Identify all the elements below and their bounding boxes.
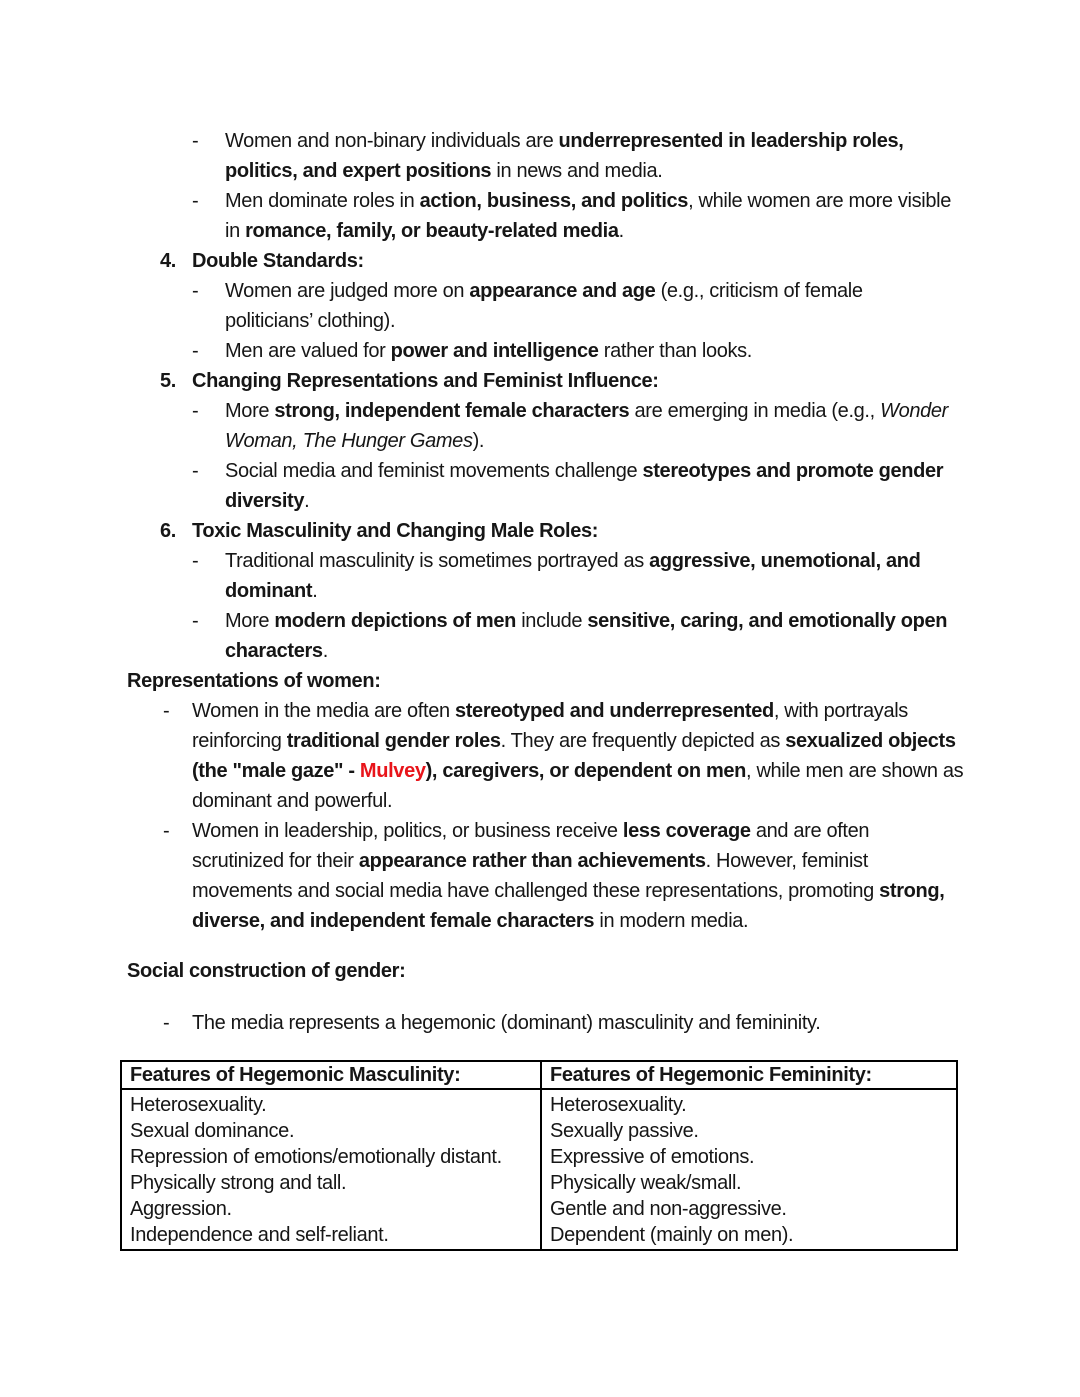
wrapped-text-line [127, 426, 963, 456]
text-run: stereotyped and underrepresented [454, 700, 774, 722]
text-run: , while men are shown as [746, 760, 964, 782]
text-run: Mulvey [359, 760, 426, 782]
bullet-list-item [127, 816, 963, 846]
text-run: Men are valued for [225, 340, 391, 362]
text-run: More [225, 400, 275, 422]
wrapped-text-line [127, 486, 963, 516]
text-run: . [322, 640, 328, 662]
table-cell-line: Gentle and non-aggressive. [550, 1198, 787, 1220]
text-run: strong, [879, 880, 945, 902]
text-run: appearance and age [469, 280, 656, 302]
wrapped-text-line [127, 576, 963, 606]
text-run: Women in leadership, politics, or business receive [192, 820, 623, 842]
text-run: More [225, 610, 275, 632]
text-run: movements and social media have challenged these representations, promoting [192, 880, 880, 902]
text-run: ). [472, 430, 485, 452]
table-cell-line: Heterosexuality. [550, 1094, 687, 1116]
table-head [121, 1061, 957, 1089]
text-run: . They are frequently depicted as [500, 730, 786, 752]
table-body [121, 1089, 957, 1250]
text-run: (e.g., criticism of female [655, 280, 863, 302]
spacer [127, 936, 963, 956]
wrapped-text-line [127, 846, 963, 876]
text-run: reinforcing [192, 730, 287, 752]
bullet-dash: - [192, 400, 199, 422]
list-number: 5. [160, 370, 176, 392]
table-header-row [121, 1061, 957, 1089]
table-cell-line: Repression of emotions/emotionally distant. [130, 1146, 502, 1168]
text-run: . [304, 490, 310, 512]
text-run: less coverage [622, 820, 751, 842]
text-run: and are often [750, 820, 870, 842]
text-run: aggressive, unemotional, and [649, 550, 921, 572]
sub-bullet-list-item [127, 396, 963, 426]
text-run: are emerging in media (e.g., [629, 400, 881, 422]
text-run: action, business, and politics [419, 190, 689, 212]
wrapped-text-line [127, 306, 963, 336]
text-run: . [618, 220, 624, 242]
text-run: Women and non-binary individuals are [225, 130, 559, 152]
bullet-list-item [127, 696, 963, 726]
table-cell [541, 1089, 957, 1250]
text-run: rather than looks. [598, 340, 753, 362]
text-run: underrepresented in leadership roles, [558, 130, 904, 152]
text-run: ), caregivers, or dependent on men [425, 760, 747, 782]
text-run: Woman, The Hunger Games [225, 430, 473, 452]
text-run: Toxic Masculinity and Changing Male Roles: [192, 520, 599, 542]
document-body [127, 126, 963, 1251]
text-run: characters [225, 640, 323, 662]
sub-bullet-list-item [127, 606, 963, 636]
wrapped-text-line [127, 216, 963, 246]
bullet-dash: - [192, 340, 199, 362]
text-run: dominant and powerful. [192, 790, 393, 812]
sub-bullet-list-item [127, 456, 963, 486]
text-run: sexualized objects [785, 730, 956, 752]
table-row [121, 1089, 957, 1250]
text-run: Women are judged more on [225, 280, 470, 302]
table-cell-line: Expressive of emotions. [550, 1146, 755, 1168]
spacer [127, 1038, 963, 1060]
text-run: traditional gender roles [286, 730, 501, 752]
wrapped-text-line [127, 786, 963, 816]
sub-bullet-list-item [127, 336, 963, 366]
bullet-dash: - [163, 1012, 170, 1034]
table-cell-line: Physically weak/small. [550, 1172, 742, 1194]
table-cell-line: Physically strong and tall. [130, 1172, 347, 1194]
text-run: (the "male gaze" - [192, 760, 360, 782]
bullet-dash: - [163, 700, 170, 722]
list-number: 4. [160, 250, 176, 272]
table-header-cell: Features of Hegemonic Masculinity: [121, 1061, 541, 1089]
spacer [127, 986, 963, 1008]
bullet-dash: - [163, 820, 170, 842]
text-run: Women in the media are often [192, 700, 455, 722]
text-run: , while women are more visible [688, 190, 952, 212]
sub-bullet-list-item [127, 546, 963, 576]
table-header-cell: Features of Hegemonic Femininity: [541, 1061, 957, 1089]
text-run: power and intelligence [390, 340, 599, 362]
sub-bullet-list-item [127, 276, 963, 306]
text-run: in [225, 220, 246, 242]
text-run: stereotypes and promote gender [642, 460, 944, 482]
wrapped-text-line [127, 906, 963, 936]
bullet-dash: - [192, 280, 199, 302]
table-cell-line: Heterosexuality. [130, 1094, 267, 1116]
text-run: Wonder [880, 400, 948, 422]
text-run: sensitive, caring, and emotionally open [587, 610, 948, 632]
text-run: Social construction of gender: [127, 960, 406, 982]
features-table [120, 1060, 958, 1251]
text-run: . However, feminist [705, 850, 868, 872]
wrapped-text-line [127, 156, 963, 186]
text-run: Traditional masculinity is sometimes portrayed as [225, 550, 650, 572]
table-cell-line: Sexual dominance. [130, 1120, 295, 1142]
text-run: Men dominate roles in [225, 190, 420, 212]
text-run: Representations of women: [127, 670, 381, 692]
table-cell-line: Independence and self-reliant. [130, 1224, 389, 1246]
bullet-dash: - [192, 460, 199, 482]
numbered-list-item [127, 246, 963, 276]
text-run: diverse, and independent female characters [192, 910, 595, 932]
wrapped-text-line [127, 876, 963, 906]
text-run: , with portrayals [773, 700, 908, 722]
wrapped-text-line [127, 636, 963, 666]
text-run: scrutinized for their [192, 850, 359, 872]
text-run: include [516, 610, 588, 632]
text-run: . [312, 580, 318, 602]
bullet-dash: - [192, 190, 199, 212]
text-run: diversity [225, 490, 305, 512]
wrapped-text-line [127, 726, 963, 756]
table-cell-line: Sexually passive. [550, 1120, 699, 1142]
sub-bullet-list-item [127, 126, 963, 156]
numbered-list-item [127, 366, 963, 396]
bullet-dash: - [192, 610, 199, 632]
sub-bullet-list-item [127, 186, 963, 216]
table-cell-line: Dependent (mainly on men). [550, 1224, 794, 1246]
section-heading [127, 666, 963, 696]
text-run: politicians’ clothing). [225, 310, 396, 332]
text-run: politics, and expert positions [225, 160, 492, 182]
text-run: dominant [225, 580, 313, 602]
text-run: romance, family, or beauty-related media [245, 220, 619, 242]
text-run: The media represents a hegemonic (dominant) masculinity and femininity. [192, 1012, 821, 1034]
table-cell-line: Aggression. [130, 1198, 232, 1220]
wrapped-text-line [127, 756, 963, 786]
numbered-list-item [127, 516, 963, 546]
text-run: Social media and feminist movements challenge [225, 460, 643, 482]
text-run: Double Standards: [192, 250, 364, 272]
bullet-list-item [127, 1008, 963, 1038]
bullet-dash: - [192, 550, 199, 572]
text-run: in modern media. [594, 910, 749, 932]
text-run: appearance rather than achievements [358, 850, 706, 872]
bullet-dash: - [192, 130, 199, 152]
table-cell [121, 1089, 541, 1250]
text-run: Changing Representations and Feminist Influence: [192, 370, 659, 392]
section-heading [127, 956, 963, 986]
text-run: modern depictions of men [274, 610, 516, 632]
text-run: in news and media. [491, 160, 663, 182]
text-run: strong, independent female characters [274, 400, 630, 422]
list-number: 6. [160, 520, 176, 542]
